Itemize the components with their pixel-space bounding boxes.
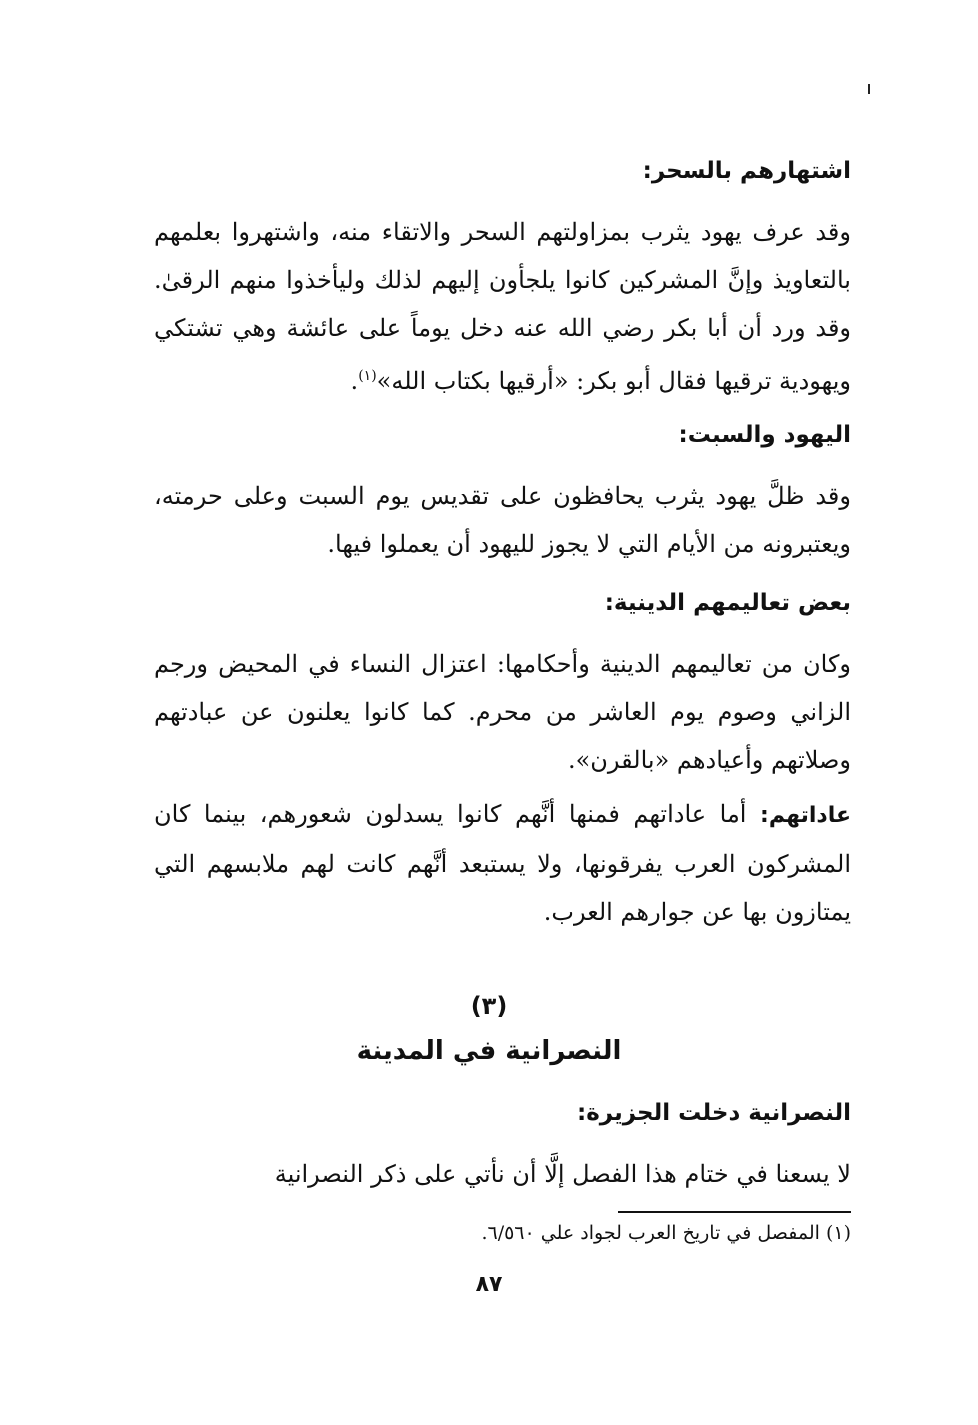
paragraph-customs-text: أما عاداتهم فمنها أنَّهم كانوا يسدلون شعورهم، بينما كان المشركون العرب يفرقونها، ولا يستبعد أنَّهم كانت لهم ملابسهم التي يمتازون بها عن جوارهم العرب. [154, 800, 851, 926]
footnote-ref: (١) [358, 368, 377, 384]
inline-heading-customs: عاداتهم: [760, 803, 851, 828]
page-edge-mark [868, 84, 870, 94]
footnote-divider [618, 1211, 851, 1213]
paragraph-christianity: لا يسعنا في ختام هذا الفصل إلَّا أن نأتي على ذكر النصرانية [274, 1160, 851, 1188]
section-heading-sabbath: اليهود والسبت: [678, 422, 851, 448]
paragraph-customs [154, 790, 851, 936]
page-number: ٨٧ [475, 1272, 503, 1297]
section-heading-christianity: النصرانية دخلت الجزيرة: [577, 1100, 851, 1126]
footnote-text: (١) المفصل في تاريخ العرب لجواد علي ٦/٥٦٠. [481, 1222, 851, 1244]
paragraph-sabbath: وقد ظلَّ يهود يثرب يحافظون على تقديس يوم السبت وعلى حرمته، ويعتبرونه من الأيام التي لا يجوز لليهود أن يعملوا فيها. [154, 482, 851, 558]
section-heading-magic: اشتهارهم بالسحر: [642, 158, 851, 184]
paragraph-teachings: وكان من تعاليمهم الدينية وأحكامها: اعتزال النساء في المحيض ورجم الزاني وصوم يوم العاشر من محرم. كما كانوا يعلنون عن عبادتهم وصلاتهم وأعيادهم «بالقرن». [154, 650, 851, 774]
paragraph-magic-text: وقد عرف يهود يثرب بمزاولتهم السحر والاتقاء منه، واشتهروا بعلمهم بالتعاويذ وإنَّ المشركين كانوا يلجأون إليهم لذلك وليأخذوا منهم الرقىٰ. وقد ورد أن أبا بكر رضي الله عنه دخل يوماً على عائشة وهي تشتكي ويهودية ترقيها فقال أبو بكر: «أرقيها بكتاب الله» [154, 218, 851, 395]
section-heading-teachings: بعض تعاليمهم الدينية: [604, 590, 851, 616]
paragraph-magic: وقد عرف يهود يثرب بمزاولتهم السحر والاتقاء منه، واشتهروا بعلمهم بالتعاويذ وإنَّ المشركين كانوا يلجأون إليهم لذلك وليأخذوا منهم الرقىٰ. وقد ورد أن أبا بكر رضي الله عنه دخل يوماً على عائشة وهي تشتكي ويهودية ترقيها فقال أبو بكر: «أرقيها بكتاب الله»$^{(١)}$. [154, 218, 851, 395]
chapter-number: (٣) [470, 992, 508, 1020]
chapter-title: النصرانية في المدينة [356, 1036, 622, 1066]
